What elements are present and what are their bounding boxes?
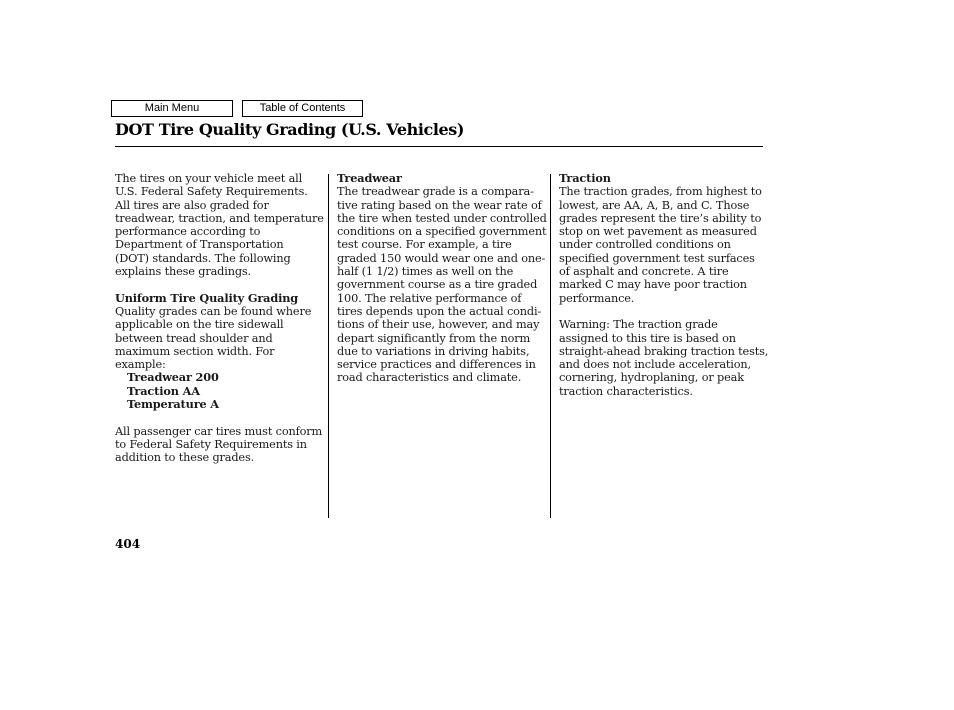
- text-line: to Federal Safety Requirements in: [115, 437, 307, 451]
- example-traction: Traction AA: [127, 383, 200, 398]
- text-line: performance according to: [115, 225, 261, 239]
- traction-heading: Traction: [559, 171, 611, 185]
- text-line: All tires are also graded for: [115, 198, 269, 212]
- paragraph-gap: [559, 305, 769, 318]
- column-treadwear: [337, 172, 547, 385]
- text-line: applicable on the tire sidewall: [115, 318, 284, 332]
- text-line: The tires on your vehicle meet all: [115, 172, 303, 185]
- page-title: DOT Tire Quality Grading (U.S. Vehicles): [115, 120, 465, 139]
- paragraph-gap: [115, 278, 325, 291]
- text-line: straight-ahead braking traction tests,: [559, 344, 769, 358]
- text-line: tions of their use, however, and may: [337, 318, 540, 332]
- uniform-grading-heading: Uniform Tire Quality Grading: [115, 290, 299, 305]
- text-line: under controlled conditions on: [559, 238, 731, 252]
- text-line: service practices and differences in: [337, 358, 536, 372]
- example-treadwear: Treadwear 200: [127, 370, 219, 385]
- text-line: cornering, hydroplaning, or peak: [559, 371, 744, 385]
- text-line: and does not include acceleration,: [559, 358, 751, 372]
- text-line: of asphalt and concrete. A tire: [559, 265, 729, 279]
- column-divider: [328, 174, 329, 518]
- text-line: treadwear, traction, and temperature: [115, 211, 324, 225]
- text-line: grades represent the tire’s ability to: [559, 211, 762, 225]
- text-line: The traction grades, from highest to: [559, 185, 762, 199]
- example-temperature: Temperature A: [127, 397, 219, 412]
- intro-paragraph: [115, 172, 325, 278]
- treadwear-paragraph: [337, 185, 547, 384]
- text-line: stop on wet pavement as measured: [559, 225, 757, 239]
- text-line: U.S. Federal Safety Requirements.: [115, 185, 308, 199]
- grade-examples: [115, 371, 325, 411]
- text-line: test course. For example, a tire: [337, 238, 512, 252]
- column-intro: [115, 172, 325, 465]
- text-line: Quality grades can be found where: [115, 304, 312, 318]
- text-line: tires depends upon the actual condi-: [337, 304, 542, 318]
- traction-warning-paragraph: [559, 318, 769, 398]
- text-line: graded 150 would wear one and one-: [337, 251, 546, 265]
- text-line: traction characteristics.: [559, 384, 693, 398]
- text-line: between tread shoulder and: [115, 331, 273, 345]
- text-line: half (1 1/2) times as well on the: [337, 265, 514, 279]
- text-line: maximum section width. For: [115, 344, 275, 358]
- page-number: 404: [115, 537, 141, 551]
- text-line: All passenger car tires must conform: [115, 424, 323, 438]
- text-line: marked C may have poor traction: [559, 278, 747, 292]
- text-line: specified government test surfaces: [559, 251, 755, 265]
- text-line: road characteristics and climate.: [337, 371, 522, 385]
- text-line: addition to these grades.: [115, 451, 255, 465]
- text-line: government course as a tire graded: [337, 278, 538, 292]
- text-line: example:: [115, 358, 166, 372]
- text-line: the tire when tested under controlled: [337, 211, 547, 225]
- text-line: depart significantly from the norm: [337, 331, 531, 345]
- text-line: due to variations in driving habits,: [337, 344, 530, 358]
- text-line: tive rating based on the wear rate of: [337, 198, 542, 212]
- table-of-contents-button[interactable]: Table of Contents: [242, 100, 363, 117]
- main-menu-button[interactable]: Main Menu: [111, 100, 233, 117]
- text-line: conditions on a specified government: [337, 225, 547, 239]
- treadwear-heading: Treadwear: [337, 171, 402, 185]
- text-line: explains these gradings.: [115, 265, 251, 279]
- text-line: 100. The relative performance of: [337, 291, 522, 305]
- traction-paragraph: [559, 185, 769, 305]
- text-line: (DOT) standards. The following: [115, 251, 291, 265]
- text-line: Department of Transportation: [115, 238, 284, 252]
- text-line: lowest, are AA, A, B, and C. Those: [559, 198, 750, 212]
- column-traction: [559, 172, 769, 398]
- text-line: assigned to this tire is based on: [559, 331, 736, 345]
- paragraph-gap: [115, 411, 325, 424]
- text-line: performance.: [559, 291, 635, 305]
- text-line: Warning: The traction grade: [559, 318, 718, 332]
- closing-paragraph: [115, 425, 325, 465]
- title-divider: [115, 146, 763, 147]
- text-line: The treadwear grade is a compara-: [337, 185, 534, 199]
- uniform-grading-paragraph: [115, 305, 325, 371]
- column-divider: [550, 174, 551, 518]
